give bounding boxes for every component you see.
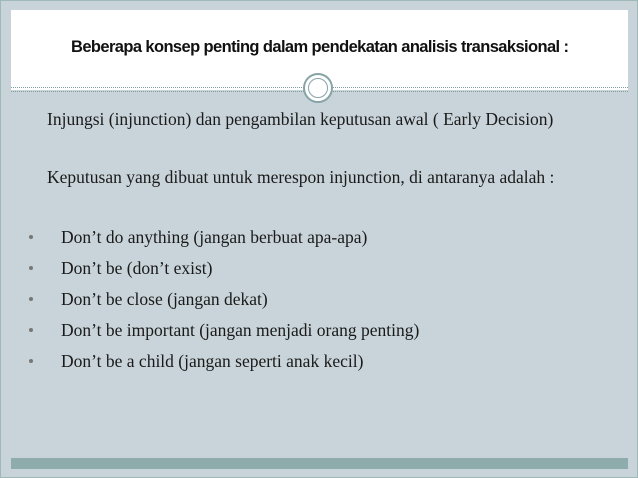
footer-band [11, 458, 628, 469]
bullet-item [1, 226, 621, 250]
bullet-item [1, 319, 621, 343]
bullet-text: Don’t be (don’t exist) [61, 258, 213, 278]
bullet-item [1, 257, 621, 281]
bullet-item [1, 288, 621, 312]
bullet-dot-icon [29, 328, 33, 332]
bullet-item [1, 350, 621, 374]
bullet-dot-icon [29, 266, 33, 270]
bullet-text: Don’t be important (jangan menjadi orang penting) [61, 320, 420, 340]
bullet-dot-icon [29, 297, 33, 301]
bullet-text: Don’t be close (jangan dekat) [61, 289, 268, 309]
paragraph-decision: Keputusan yang dibuat untuk merespon injunction, di antaranya adalah : [47, 167, 555, 187]
slide-title: Beberapa konsep penting dalam pendekatan analisis transaksional : [71, 38, 569, 56]
circle-ornament-icon [303, 73, 333, 103]
bullet-dot-icon [29, 235, 33, 239]
bullet-text: Don’t be a child (jangan seperti anak kecil) [61, 351, 364, 371]
paragraph-injunction: Injungsi (injunction) dan pengambilan keputusan awal ( Early Decision) [47, 109, 554, 129]
bullet-text: Don’t do anything (jangan berbuat apa-apa) [61, 227, 368, 247]
bullet-dot-icon [29, 359, 33, 363]
